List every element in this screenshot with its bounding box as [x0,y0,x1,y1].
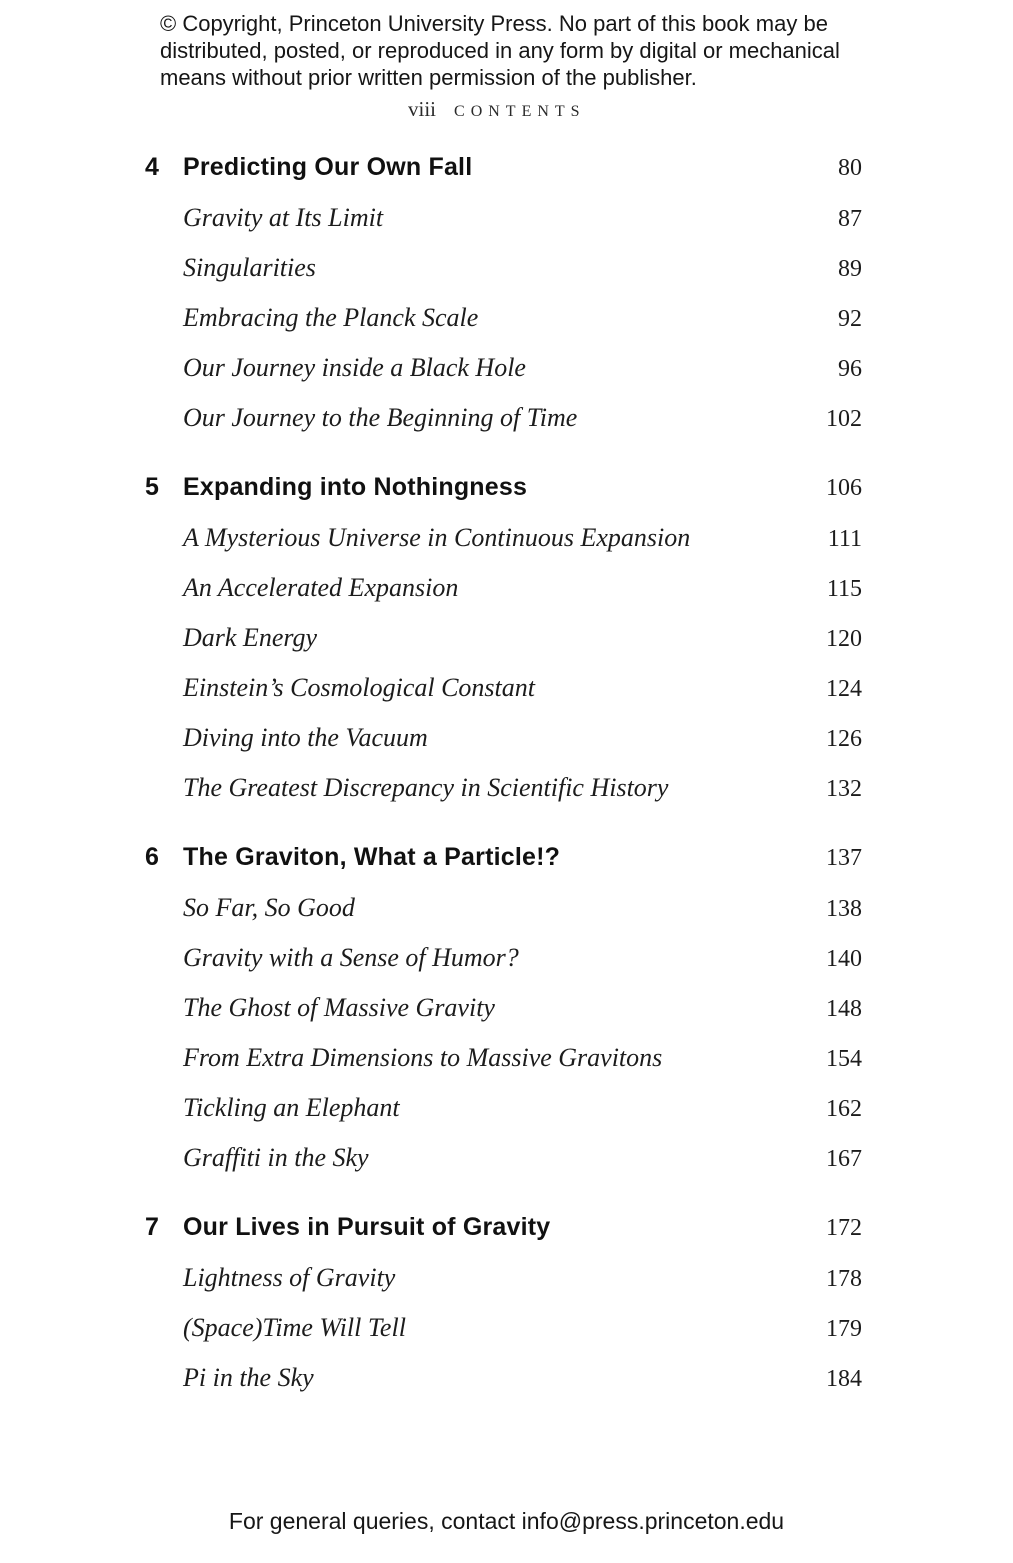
section-row [145,403,862,453]
chapter-title: Expanding into Nothingness [183,473,528,501]
chapter-row [145,843,862,893]
chapter-number: 6 [145,843,159,871]
section-page-number: 102 [826,406,862,432]
chapter-number: 4 [145,153,159,181]
section-page-number: 120 [826,626,862,652]
copyright-line-2: distributed, posted, or reproduced in any form by digital or mechanical [160,38,840,63]
running-head-title: CONTENTS [454,103,586,120]
section-title: Our Journey inside a Black Hole [183,353,526,382]
section-page-number: 140 [826,946,862,972]
section-page-number: 138 [826,896,862,922]
section-row [145,1043,862,1093]
section-page-number: 124 [826,676,862,702]
section-page-number: 89 [838,256,862,282]
chapter-title: Predicting Our Own Fall [183,153,473,181]
copyright-notice [160,10,880,91]
chapter-title: The Graviton, What a Particle!? [183,843,561,871]
section-page-number: 179 [826,1316,862,1342]
section-row [145,723,862,773]
section-page-number: 148 [826,996,862,1022]
section-title: Lightness of Gravity [183,1263,396,1292]
chapter-page-number: 137 [826,845,862,871]
section-row [145,353,862,403]
section-row [145,773,862,823]
section-row [145,303,862,353]
chapter-page-number: 80 [838,155,862,181]
section-title: Einstein’s Cosmological Constant [183,673,535,702]
section-title: Gravity at Its Limit [183,203,384,232]
section-title: The Ghost of Massive Gravity [183,993,495,1022]
section-title: Gravity with a Sense of Humor? [183,943,519,972]
chapter-page-number: 106 [826,475,862,501]
section-page-number: 132 [826,776,862,802]
footer-query-note: For general queries, contact info@press.princeton.edu [228,1508,785,1534]
section-title: Embracing the Planck Scale [183,303,479,332]
section-page-number: 96 [838,356,862,382]
chapter-row [145,473,862,523]
toc-list [145,153,862,1413]
section-page-number: 154 [826,1046,862,1072]
chapter-page-number: 172 [826,1215,862,1241]
running-head [408,97,586,122]
chapter-number: 5 [145,473,159,501]
section-row [145,1093,862,1143]
section-row [145,523,862,573]
section-title: Dark Energy [183,623,318,652]
section-row [145,203,862,253]
chapter-title: Our Lives in Pursuit of Gravity [183,1213,551,1241]
section-title: Singularities [183,253,316,282]
chapter-row [145,1213,862,1263]
section-title: Pi in the Sky [183,1363,314,1392]
section-title: Diving into the Vacuum [183,723,428,752]
section-page-number: 126 [826,726,862,752]
section-row [145,573,862,623]
section-title: So Far, So Good [183,893,355,922]
section-page-number: 162 [826,1096,862,1122]
section-title: A Mysterious Universe in Continuous Expansion [183,523,691,552]
section-page-number: 115 [826,576,862,602]
section-row [145,1363,862,1413]
section-row [145,673,862,723]
section-title: From Extra Dimensions to Massive Gravitons [183,1043,663,1072]
copyright-line-3: means without prior written permission of the publisher. [160,65,697,90]
section-title: The Greatest Discrepancy in Scientific History [183,773,669,802]
copyright-line-1: © Copyright, Princeton University Press. No part of this book may be [160,11,828,36]
section-page-number: 111 [827,526,862,552]
section-row [145,1143,862,1193]
section-title: (Space)Time Will Tell [183,1313,406,1342]
section-title: An Accelerated Expansion [183,573,459,602]
section-page-number: 184 [826,1366,862,1392]
section-title: Our Journey to the Beginning of Time [183,403,578,432]
section-row [145,943,862,993]
page-folio: viii [408,97,437,121]
section-page-number: 178 [826,1266,862,1292]
section-row [145,893,862,943]
section-row [145,623,862,673]
chapter-number: 7 [145,1213,159,1241]
section-row [145,993,862,1043]
section-title: Graffiti in the Sky [183,1143,369,1172]
section-title: Tickling an Elephant [183,1093,400,1122]
section-row [145,1263,862,1313]
section-row [145,253,862,303]
section-page-number: 87 [838,206,862,232]
section-row [145,1313,862,1363]
section-page-number: 92 [838,306,862,332]
section-page-number: 167 [826,1146,862,1172]
chapter-row [145,153,862,203]
